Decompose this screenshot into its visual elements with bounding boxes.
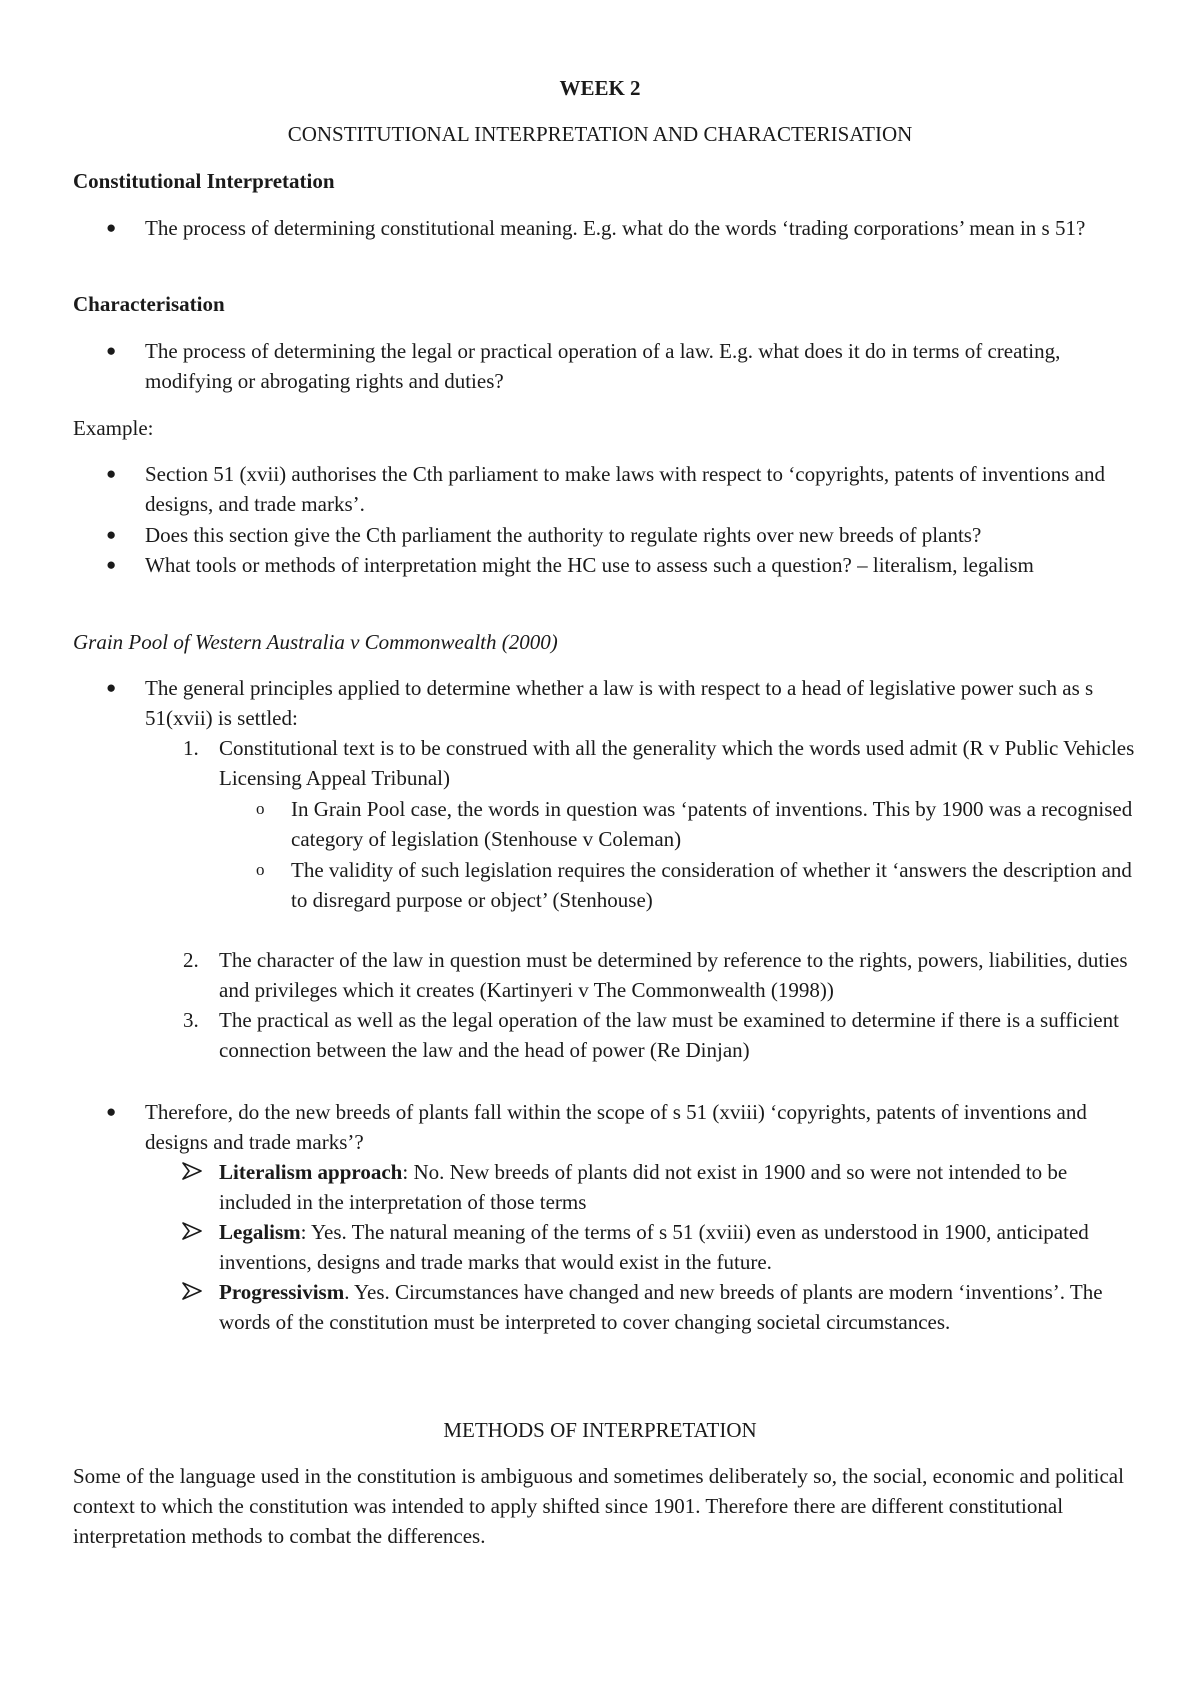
approach-item <box>219 1217 1135 1277</box>
page-subtitle: CONSTITUTIONAL INTERPRETATION AND CHARACTERISATION <box>287 122 913 146</box>
approach-term: Progressivism <box>219 1280 345 1304</box>
principle-item: The practical as well as the legal operation of the law must be examined to determine if there is a sufficient connection between the law and the head of power (Re Dinjan) <box>219 1008 1119 1062</box>
case-title: Grain Pool of Western Australia v Commonwealth (2000) <box>73 630 558 654</box>
bullet-icon: ● <box>106 341 117 360</box>
sub-bullet-icon: o <box>256 860 265 879</box>
arrow-bullet-icon <box>181 1222 203 1240</box>
interpretation-bullet: The process of determining constitutional meaning. E.g. what do the words ‘trading corporations’ mean in s 51? <box>145 216 1086 240</box>
example-label: Example: <box>73 416 154 440</box>
section-heading-characterisation: Characterisation <box>73 292 225 316</box>
sub-bullet-icon: o <box>256 799 265 818</box>
characterisation-bullet: The process of determining the legal or practical operation of a law. E.g. what does it do in terms of creating, modifying or abrogating rights and duties? <box>145 339 1061 393</box>
case-principles-bullet: The general principles applied to determine whether a law is with respect to a head of legislative power such as s 51(xvii) is settled: <box>145 676 1094 730</box>
list-number: 3. <box>183 1008 199 1032</box>
bullet-icon: ● <box>106 464 117 483</box>
approach-description: : No. New breeds of plants did not exist in 1900 and so were not intended to be included in the interpretation of those terms <box>219 1160 1068 1214</box>
example-bullet: Section 51 (xvii) authorises the Cth parliament to make laws with respect to ‘copyrights, patents of inventions and designs, and trade marks’. <box>145 462 1105 516</box>
sub-bullet-item: The validity of such legislation requires the consideration of whether it ‘answers the description and to disregard purpose or object’ (Stenhouse) <box>291 858 1132 912</box>
page-title: WEEK 2 <box>559 76 641 100</box>
scope-question-bullet: Therefore, do the new breeds of plants fall within the scope of s 51 (xviii) ‘copyrights, patents of inventions and designs and trade marks’? <box>145 1100 1087 1154</box>
example-bullet: Does this section give the Cth parliament the authority to regulate rights over new breeds of plants? <box>145 523 982 547</box>
principle-item: The character of the law in question must be determined by reference to the rights, powers, liabilities, duties and privileges which it creates (Kartinyeri v The Commonwealth (1998)) <box>219 948 1128 1002</box>
approach-term: Literalism approach <box>219 1160 403 1184</box>
approach-description: . Yes. Circumstances have changed and new breeds of plants are modern ‘inventions’. The words of the constitution must be interpreted to cover changing societal circumstances. <box>219 1280 1103 1334</box>
approach-description: : Yes. The natural meaning of the terms of s 51 (xviii) even as understood in 1900, anticipated inventions, designs and trade marks that would exist in the future. <box>219 1220 1089 1274</box>
methods-paragraph: Some of the language used in the constitution is ambiguous and sometimes deliberately so, the social, economic and political context to which the constitution was intended to apply shifted since 1901. Therefore there are different constitutional interpretation methods to combat the differences. <box>73 1464 1124 1548</box>
sub-bullet-item: In Grain Pool case, the words in question was ‘patents of inventions. This by 1900 was a recognised category of legislation (Stenhouse v Coleman) <box>291 797 1133 851</box>
arrow-bullet-icon <box>181 1162 203 1180</box>
list-number: 1. <box>183 736 199 760</box>
approach-term: Legalism <box>219 1220 301 1244</box>
bullet-icon: ● <box>106 678 117 697</box>
approach-item <box>219 1277 1135 1337</box>
example-bullet: What tools or methods of interpretation might the HC use to assess such a question? – literalism, legalism <box>145 553 1034 577</box>
bullet-icon: ● <box>106 218 117 237</box>
approach-item <box>219 1157 1135 1217</box>
bullet-icon: ● <box>106 555 117 574</box>
section-heading-methods: METHODS OF INTERPRETATION <box>443 1418 757 1442</box>
bullet-icon: ● <box>106 1102 117 1121</box>
list-number: 2. <box>183 948 199 972</box>
section-heading-interpretation: Constitutional Interpretation <box>73 169 335 193</box>
principle-item: Constitutional text is to be construed with all the generality which the words used admit (R v Public Vehicles Licensing Appeal Tribunal) <box>219 736 1135 790</box>
bullet-icon: ● <box>106 525 117 544</box>
arrow-bullet-icon <box>181 1282 203 1300</box>
